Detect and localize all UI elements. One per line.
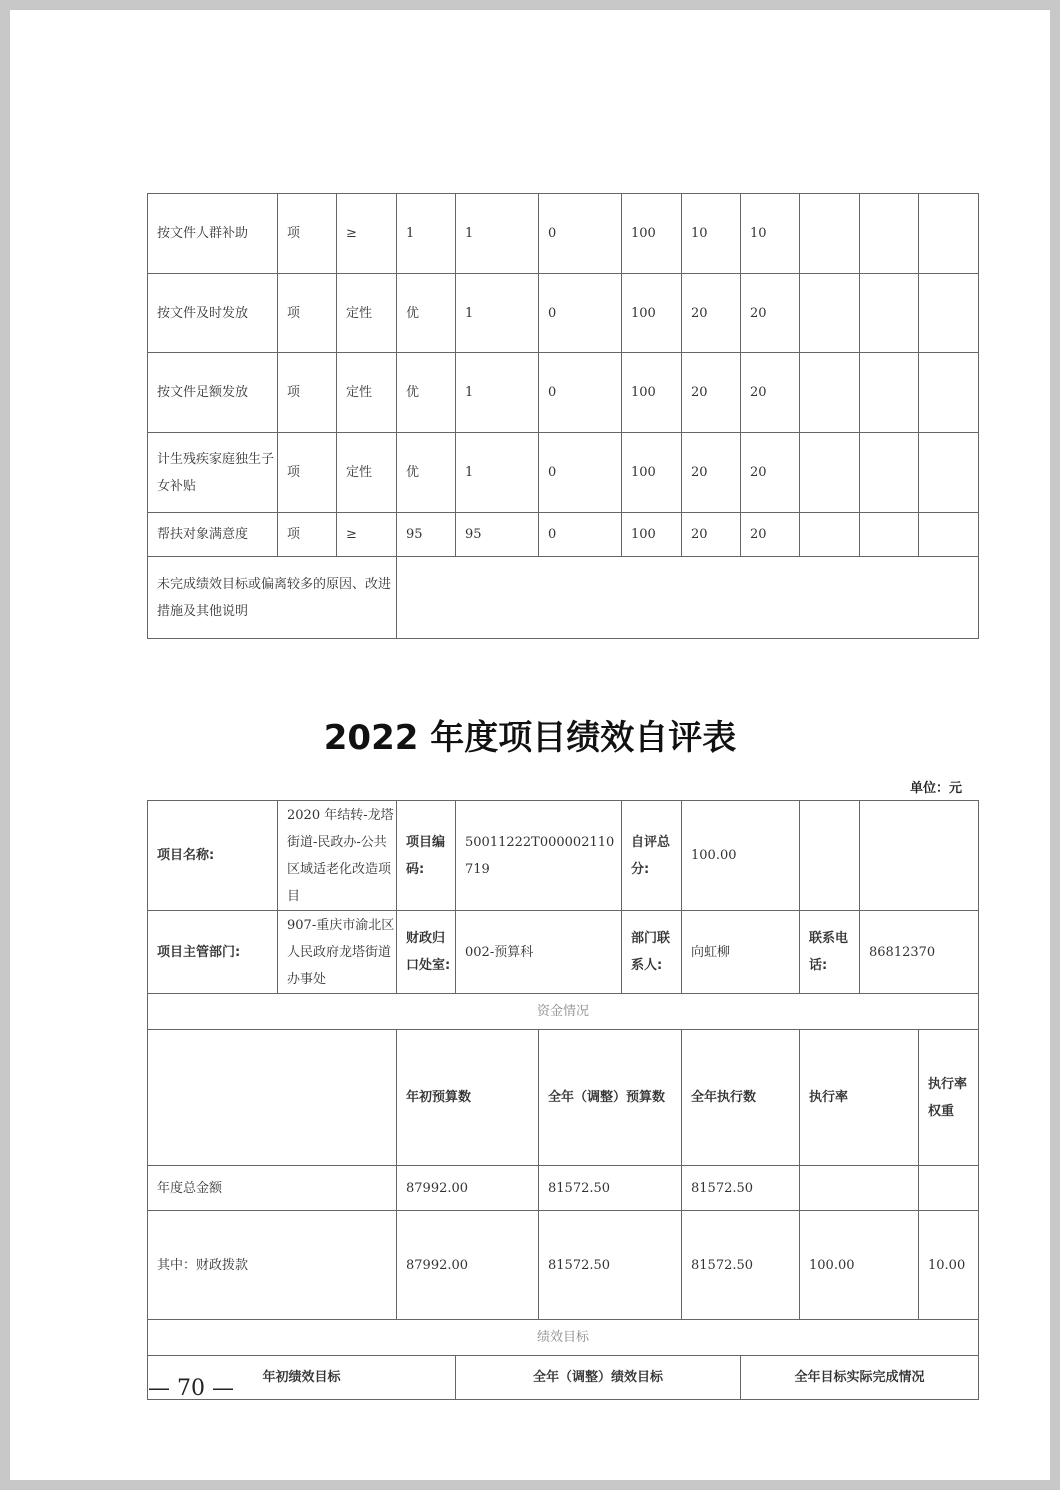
cell-rate: 100 <box>622 513 682 557</box>
cell-score: 20 <box>741 353 800 433</box>
total-executed: 81572.50 <box>682 1166 800 1211</box>
cell-deviation: 0 <box>539 353 622 433</box>
cell-score: 20 <box>741 513 800 557</box>
cell-target: 优 <box>397 274 456 353</box>
empty-cell <box>148 1030 397 1166</box>
self-evaluation-table <box>147 800 979 1400</box>
cell-indicator: 按文件足额发放 <box>148 353 278 433</box>
project-row <box>148 801 979 911</box>
goal-adjusted: 全年（调整）绩效目标 <box>456 1356 741 1400</box>
cell-target: 优 <box>397 433 456 513</box>
row-fiscal-label: 其中：财政拨款 <box>148 1211 397 1320</box>
table-row <box>148 274 979 353</box>
cell-target: 95 <box>397 513 456 557</box>
cell-unit: 项 <box>278 194 337 274</box>
total-weight <box>919 1166 979 1211</box>
indicator-table <box>147 193 979 639</box>
goals-header-row <box>148 1320 979 1356</box>
cell-score: 20 <box>741 433 800 513</box>
cell-op: ≥ <box>337 194 397 274</box>
cell-rate: 100 <box>622 194 682 274</box>
col-rate: 执行率 <box>800 1030 919 1166</box>
fiscal-adjusted: 81572.50 <box>539 1211 682 1320</box>
fiscal-rate: 100.00 <box>800 1211 919 1320</box>
col-budget: 年初预算数 <box>397 1030 539 1166</box>
cell-indicator: 按文件人群补助 <box>148 194 278 274</box>
table-row <box>148 433 979 513</box>
empty-cell <box>800 274 860 353</box>
fiscal-row <box>148 1211 979 1320</box>
empty-cell <box>800 801 860 911</box>
cell-unit: 项 <box>278 513 337 557</box>
cell-indicator: 帮扶对象满意度 <box>148 513 278 557</box>
note-row <box>148 557 979 639</box>
cell-op: 定性 <box>337 353 397 433</box>
cell-unit: 项 <box>278 433 337 513</box>
cell-weight: 20 <box>682 353 741 433</box>
fiscal-executed: 81572.50 <box>682 1211 800 1320</box>
empty-cell <box>800 513 860 557</box>
project-code-label: 项目编码: <box>397 801 456 911</box>
empty-cell <box>860 274 919 353</box>
cell-deviation: 0 <box>539 194 622 274</box>
project-name-label: 项目名称: <box>148 801 278 911</box>
cell-op: 定性 <box>337 274 397 353</box>
funds-header: 资金情况 <box>148 994 979 1030</box>
cell-deviation: 0 <box>539 433 622 513</box>
finance: 002-预算科 <box>456 911 622 994</box>
empty-cell <box>800 353 860 433</box>
empty-cell <box>860 801 979 911</box>
cell-unit: 项 <box>278 353 337 433</box>
goal-initial: 年初绩效目标 <box>148 1356 456 1400</box>
contact: 向虹柳 <box>682 911 800 994</box>
fiscal-weight: 10.00 <box>919 1211 979 1320</box>
self-score: 100.00 <box>682 801 800 911</box>
cell-actual: 1 <box>456 274 539 353</box>
cell-actual: 1 <box>456 353 539 433</box>
goals-header: 绩效目标 <box>148 1320 979 1356</box>
table-row <box>148 194 979 274</box>
contact-label: 部门联系人: <box>622 911 682 994</box>
empty-cell <box>860 513 919 557</box>
cell-op: ≥ <box>337 513 397 557</box>
cell-score: 20 <box>741 274 800 353</box>
cell-rate: 100 <box>622 274 682 353</box>
dept: 907-重庆市渝北区人民政府龙塔街道办事处 <box>278 911 397 994</box>
total-adjusted: 81572.50 <box>539 1166 682 1211</box>
empty-cell <box>919 274 979 353</box>
empty-cell <box>919 353 979 433</box>
page-number: — 70 — <box>148 1376 234 1401</box>
empty-cell <box>919 433 979 513</box>
cell-rate: 100 <box>622 353 682 433</box>
cell-target: 1 <box>397 194 456 274</box>
total-rate <box>800 1166 919 1211</box>
cell-deviation: 0 <box>539 513 622 557</box>
fiscal-budget: 87992.00 <box>397 1211 539 1320</box>
empty-cell <box>860 433 919 513</box>
project-code: 50011222T000002110719 <box>456 801 622 911</box>
finance-label: 财政归口处室: <box>397 911 456 994</box>
row-total-label: 年度总金额 <box>148 1166 397 1211</box>
empty-cell <box>800 194 860 274</box>
empty-cell <box>860 194 919 274</box>
phone-label: 联系电话: <box>800 911 860 994</box>
funds-header-row <box>148 994 979 1030</box>
empty-cell <box>800 433 860 513</box>
goals-columns-row <box>148 1356 979 1400</box>
funds-columns-row <box>148 1030 979 1166</box>
cell-actual: 1 <box>456 433 539 513</box>
note-label: 未完成绩效目标或偏离较多的原因、改进措施及其他说明 <box>148 557 397 639</box>
col-executed: 全年执行数 <box>682 1030 800 1166</box>
cell-weight: 20 <box>682 513 741 557</box>
project-name: 2020 年结转-龙塔街道-民政办-公共区域适老化改造项目 <box>278 801 397 911</box>
cell-op: 定性 <box>337 433 397 513</box>
empty-cell <box>860 353 919 433</box>
cell-actual: 1 <box>456 194 539 274</box>
cell-actual: 95 <box>456 513 539 557</box>
phone: 86812370 <box>860 911 979 994</box>
cell-indicator: 按文件及时发放 <box>148 274 278 353</box>
table-row <box>148 353 979 433</box>
document-page <box>10 10 1050 1480</box>
total-budget: 87992.00 <box>397 1166 539 1211</box>
cell-target: 优 <box>397 353 456 433</box>
cell-indicator: 计生残疾家庭独生子女补贴 <box>148 433 278 513</box>
total-row <box>148 1166 979 1211</box>
cell-weight: 20 <box>682 433 741 513</box>
table-row <box>148 513 979 557</box>
dept-label: 项目主管部门: <box>148 911 278 994</box>
page-title: 2022 年度项目绩效自评表 <box>323 718 737 758</box>
dept-row <box>148 911 979 994</box>
cell-weight: 20 <box>682 274 741 353</box>
cell-weight: 10 <box>682 194 741 274</box>
unit-label: 单位：元 <box>910 781 963 796</box>
note-content <box>397 557 979 639</box>
empty-cell <box>919 513 979 557</box>
empty-cell <box>919 194 979 274</box>
cell-rate: 100 <box>622 433 682 513</box>
cell-unit: 项 <box>278 274 337 353</box>
goal-actual: 全年目标实际完成情况 <box>741 1356 979 1400</box>
self-score-label: 自评总分: <box>622 801 682 911</box>
col-weight: 执行率权重 <box>919 1030 979 1166</box>
cell-score: 10 <box>741 194 800 274</box>
cell-deviation: 0 <box>539 274 622 353</box>
col-adjusted: 全年（调整）预算数 <box>539 1030 682 1166</box>
